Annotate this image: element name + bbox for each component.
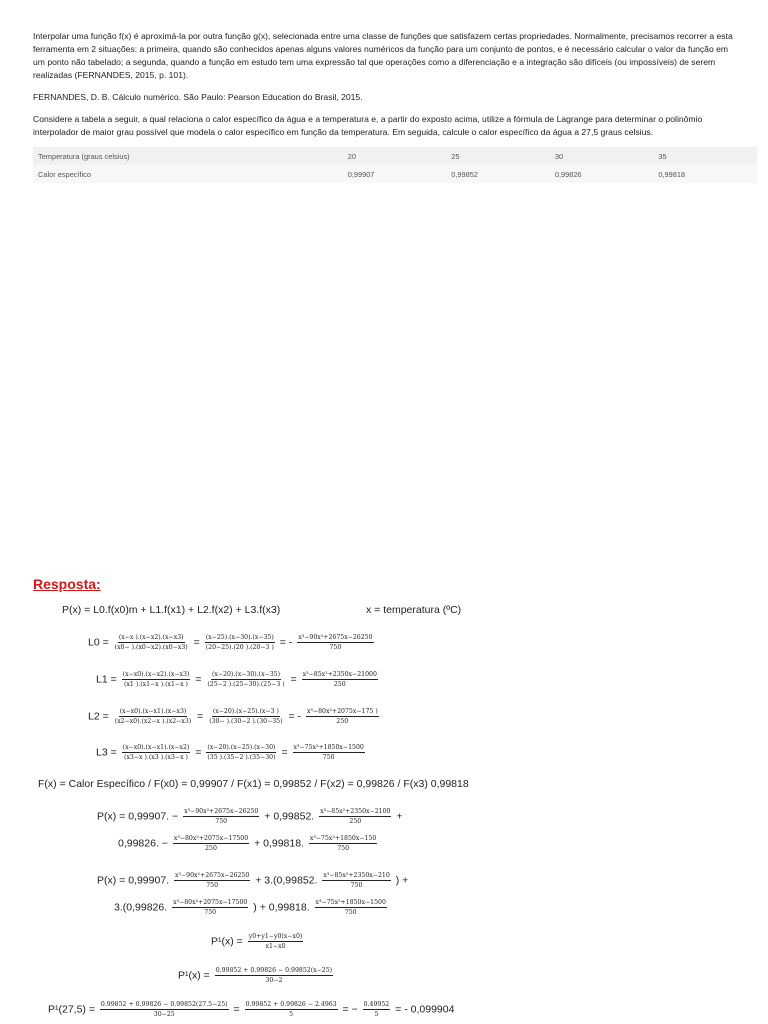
intro-paragraph: Interpolar uma função f(x) é aproximá-la por outra função g(x), selecionada entre uma classe de funções que satisfazem certas propriedades. Normalmente, precisamos recorrer a esta ferramenta em 2 situações: a primeira, quando são conhecidos apenas alguns valores numéricos da função para um conjunto de pontos, e é necessário calcular o valor da função em um ponto não tabelado; a segunda, quando a função em estudo tem uma expressão tal que operações como a diferenciação e a integração são difíceis (ou impossíveis) de serem realizadas (FERNANDES, 2015, p. 101).	[33, 31, 733, 80]
table-cell: 0,99852	[446, 165, 550, 183]
fx-values-line: F(x) = Calor Específico / F(x0) = 0,99907 / F(x1) = 0,99852 / F(x2) = 0,99826 / F(x3) 0,99818	[38, 778, 469, 790]
L2-fraction-numeric: $\frac{(x-20).(x-25).(x-3 )}{(30- ).(30-2 ).(30-35)}$	[209, 708, 283, 725]
L1-label: L1 =	[96, 673, 117, 686]
L2-fraction-symbolic: $\frac{(x-x0).(x-x1).(x-x3)}{(x2-x0).(x2-x ).(x2-x3)}$	[114, 708, 192, 725]
L0-fraction-symbolic: $\frac{(x-x ).(x-x2).(x-x3)}{(x0- ).(x0-x2).(x0-x3)}$	[114, 634, 188, 651]
p1-result-line: P¹(27,5) = $\frac{0.99852 + 0.99826 - 0.99852(27.5-25)}{30-25}$ = $\frac{0.99852 + 0.99826 - 2.4963}{5}$ = − $\frac{0.49952}{5}$ = - 0,099904	[48, 1001, 455, 1018]
L2-fraction-polynomial: $\frac{\text{x³−80x²+2075x−175 )}}{250}$	[306, 708, 378, 725]
L3-fraction-numeric: $\frac{(x-20).(x-25).(x-30)}{(35 ).(35-2 ).(35-30)}$	[207, 744, 276, 761]
table-cell: 0,99907	[343, 165, 447, 183]
lagrange-L2: L2 = $\frac{(x-x0).(x-x1).(x-x3)}{(x2-x0).(x2-x ).(x2-x3)}$ = $\frac{(x-20).(x-25).(x-3 )}{(30- ).(30-2 ).(30-35)}$ = - $\frac{\text{x³−80x²+2075x−175 )}}{250}$	[88, 708, 378, 725]
p1-general-formula: P¹(x) = $\frac{y0+y1-y0(x-x0)}{x1-x0}$	[211, 933, 303, 950]
final-result: = - 0,099904	[395, 1003, 455, 1016]
table-cell: 25	[446, 147, 550, 165]
L3-fraction-polynomial: $\frac{\text{x³−75x²+1850x−1500}}{750}$	[293, 744, 364, 761]
reference: FERNANDES, D. B. Cálculo numérico. São Paulo: Pearson Education do Brasil, 2015.	[33, 92, 363, 102]
L1-fraction-symbolic: $\frac{(x-x0).(x-x2).(x-x3)}{(x1 ).(x1-x ).(x1-x )}$	[122, 671, 190, 688]
table-cell: 0,99818	[653, 165, 757, 183]
lagrange-L3: L3 = $\frac{(x-x0).(x-x1).(x-x2)}{(x3-x ).(x3 ).(x3-x )}$ = $\frac{(x-20).(x-25).(x-30)}{(35 ).(35-2 ).(35-30)}$ = $\frac{\text{x³−75x²+1850x−1500}}{750}$	[96, 744, 364, 761]
row-label: Calor específico	[33, 165, 343, 183]
p1-substituted-formula: P¹(x) = $\frac{0.99852 + 0.99826 - 0.99852(x-25)}{30-2}$	[178, 967, 333, 984]
lagrange-L0: L0 = $\frac{(x-x ).(x-x2).(x-x3)}{(x0- ).(x0-x2).(x0-x3)}$ = $\frac{(x-25).(x-30).(x-35)}{(20-25).(20 ).(20-3 )}$ = - $\frac{\text{x³−90x²+2675x−26250}}{750}$	[88, 634, 373, 651]
L0-fraction-numeric: $\frac{(x-25).(x-30).(x-35)}{(20-25).(20 ).(20-3 )}$	[205, 634, 274, 651]
L2-label: L2 =	[88, 710, 109, 723]
x-definition: x = temperatura (ºC)	[366, 604, 462, 616]
L0-fraction-polynomial: $\frac{\text{x³−90x²+2675x−26250}}{750}$	[298, 634, 373, 651]
L3-fraction-symbolic: $\frac{(x-x0).(x-x1).(x-x2)}{(x3-x ).(x3 ).(x3-x )}$	[122, 744, 190, 761]
px-expansion-line-3: P(x) = 0,99907. $\frac{\text{x³−90x²+2675x−26250}}{750}$ + 3.(0,99852. $\frac{\text{x³−85x²+2350x−210}}{750}$ ) +	[97, 872, 409, 889]
table-cell: 20	[343, 147, 447, 165]
L0-label: L0 =	[88, 636, 109, 649]
px-expansion-line-4: 3.(0,99826. $\frac{\text{x³−80x²+2075x−17500}}{750}$ ) + 0,99818. $\frac{\text{x³−75x²+1850x−1500}}{750}$	[114, 899, 386, 916]
lagrange-L1: L1 = $\frac{(x-x0).(x-x2).(x-x3)}{(x1 ).(x1-x ).(x1-x )}$ = $\frac{(x-20).(x-30).(x-35)}{(25-2 ).(25-30).(25-3 )}$ = $\frac{\text{x³−85x²+2350x−21000}}{250}$	[96, 671, 377, 688]
table-cell: 30	[550, 147, 654, 165]
problem-statement	[33, 30, 738, 148]
answer-heading: Resposta:	[33, 576, 101, 592]
question-paragraph: Considere a tabela a seguir, a qual relaciona o calor específico da água e a temperatura e, a partir do exposto acima, utilize a fórmula de Lagrange para determinar o polinômio interpolador de maior grau possível que modela o calor específico em função da temperatura. Em seguida, calcule o calor específico da água a 27,5 graus celsius.	[33, 114, 703, 137]
L3-label: L3 =	[96, 746, 117, 759]
data-table	[33, 147, 757, 183]
table-row	[33, 147, 757, 165]
table-row	[33, 165, 757, 183]
px-expansion-line-2: 0,99826. − $\frac{\text{x³−80x²+2075x−17500}}{250}$ + 0,99818. $\frac{\text{x³−75x²+1850x−150}}{750}$	[118, 835, 377, 852]
px-expansion-line-1: P(x) = 0,99907. − $\frac{\text{x³−90x²+2675x−26250}}{750}$ + 0,99852. $\frac{\text{x³−85x²+2350x−2100}}{250}$ +	[97, 808, 403, 825]
table-cell: 0,99826	[550, 165, 654, 183]
L1-fraction-numeric: $\frac{(x-20).(x-30).(x-35)}{(25-2 ).(25-30).(25-3 )}$	[207, 671, 285, 688]
table-cell: 35	[653, 147, 757, 165]
px-definition: P(x) = L0.f(x0)m + L1.f(x1) + L2.f(x2) + L3.f(x3)	[62, 604, 281, 616]
L1-fraction-polynomial: $\frac{\text{x³−85x²+2350x−21000}}{250}$	[302, 671, 377, 688]
row-label: Temperatura (graus celsius)	[33, 147, 343, 165]
